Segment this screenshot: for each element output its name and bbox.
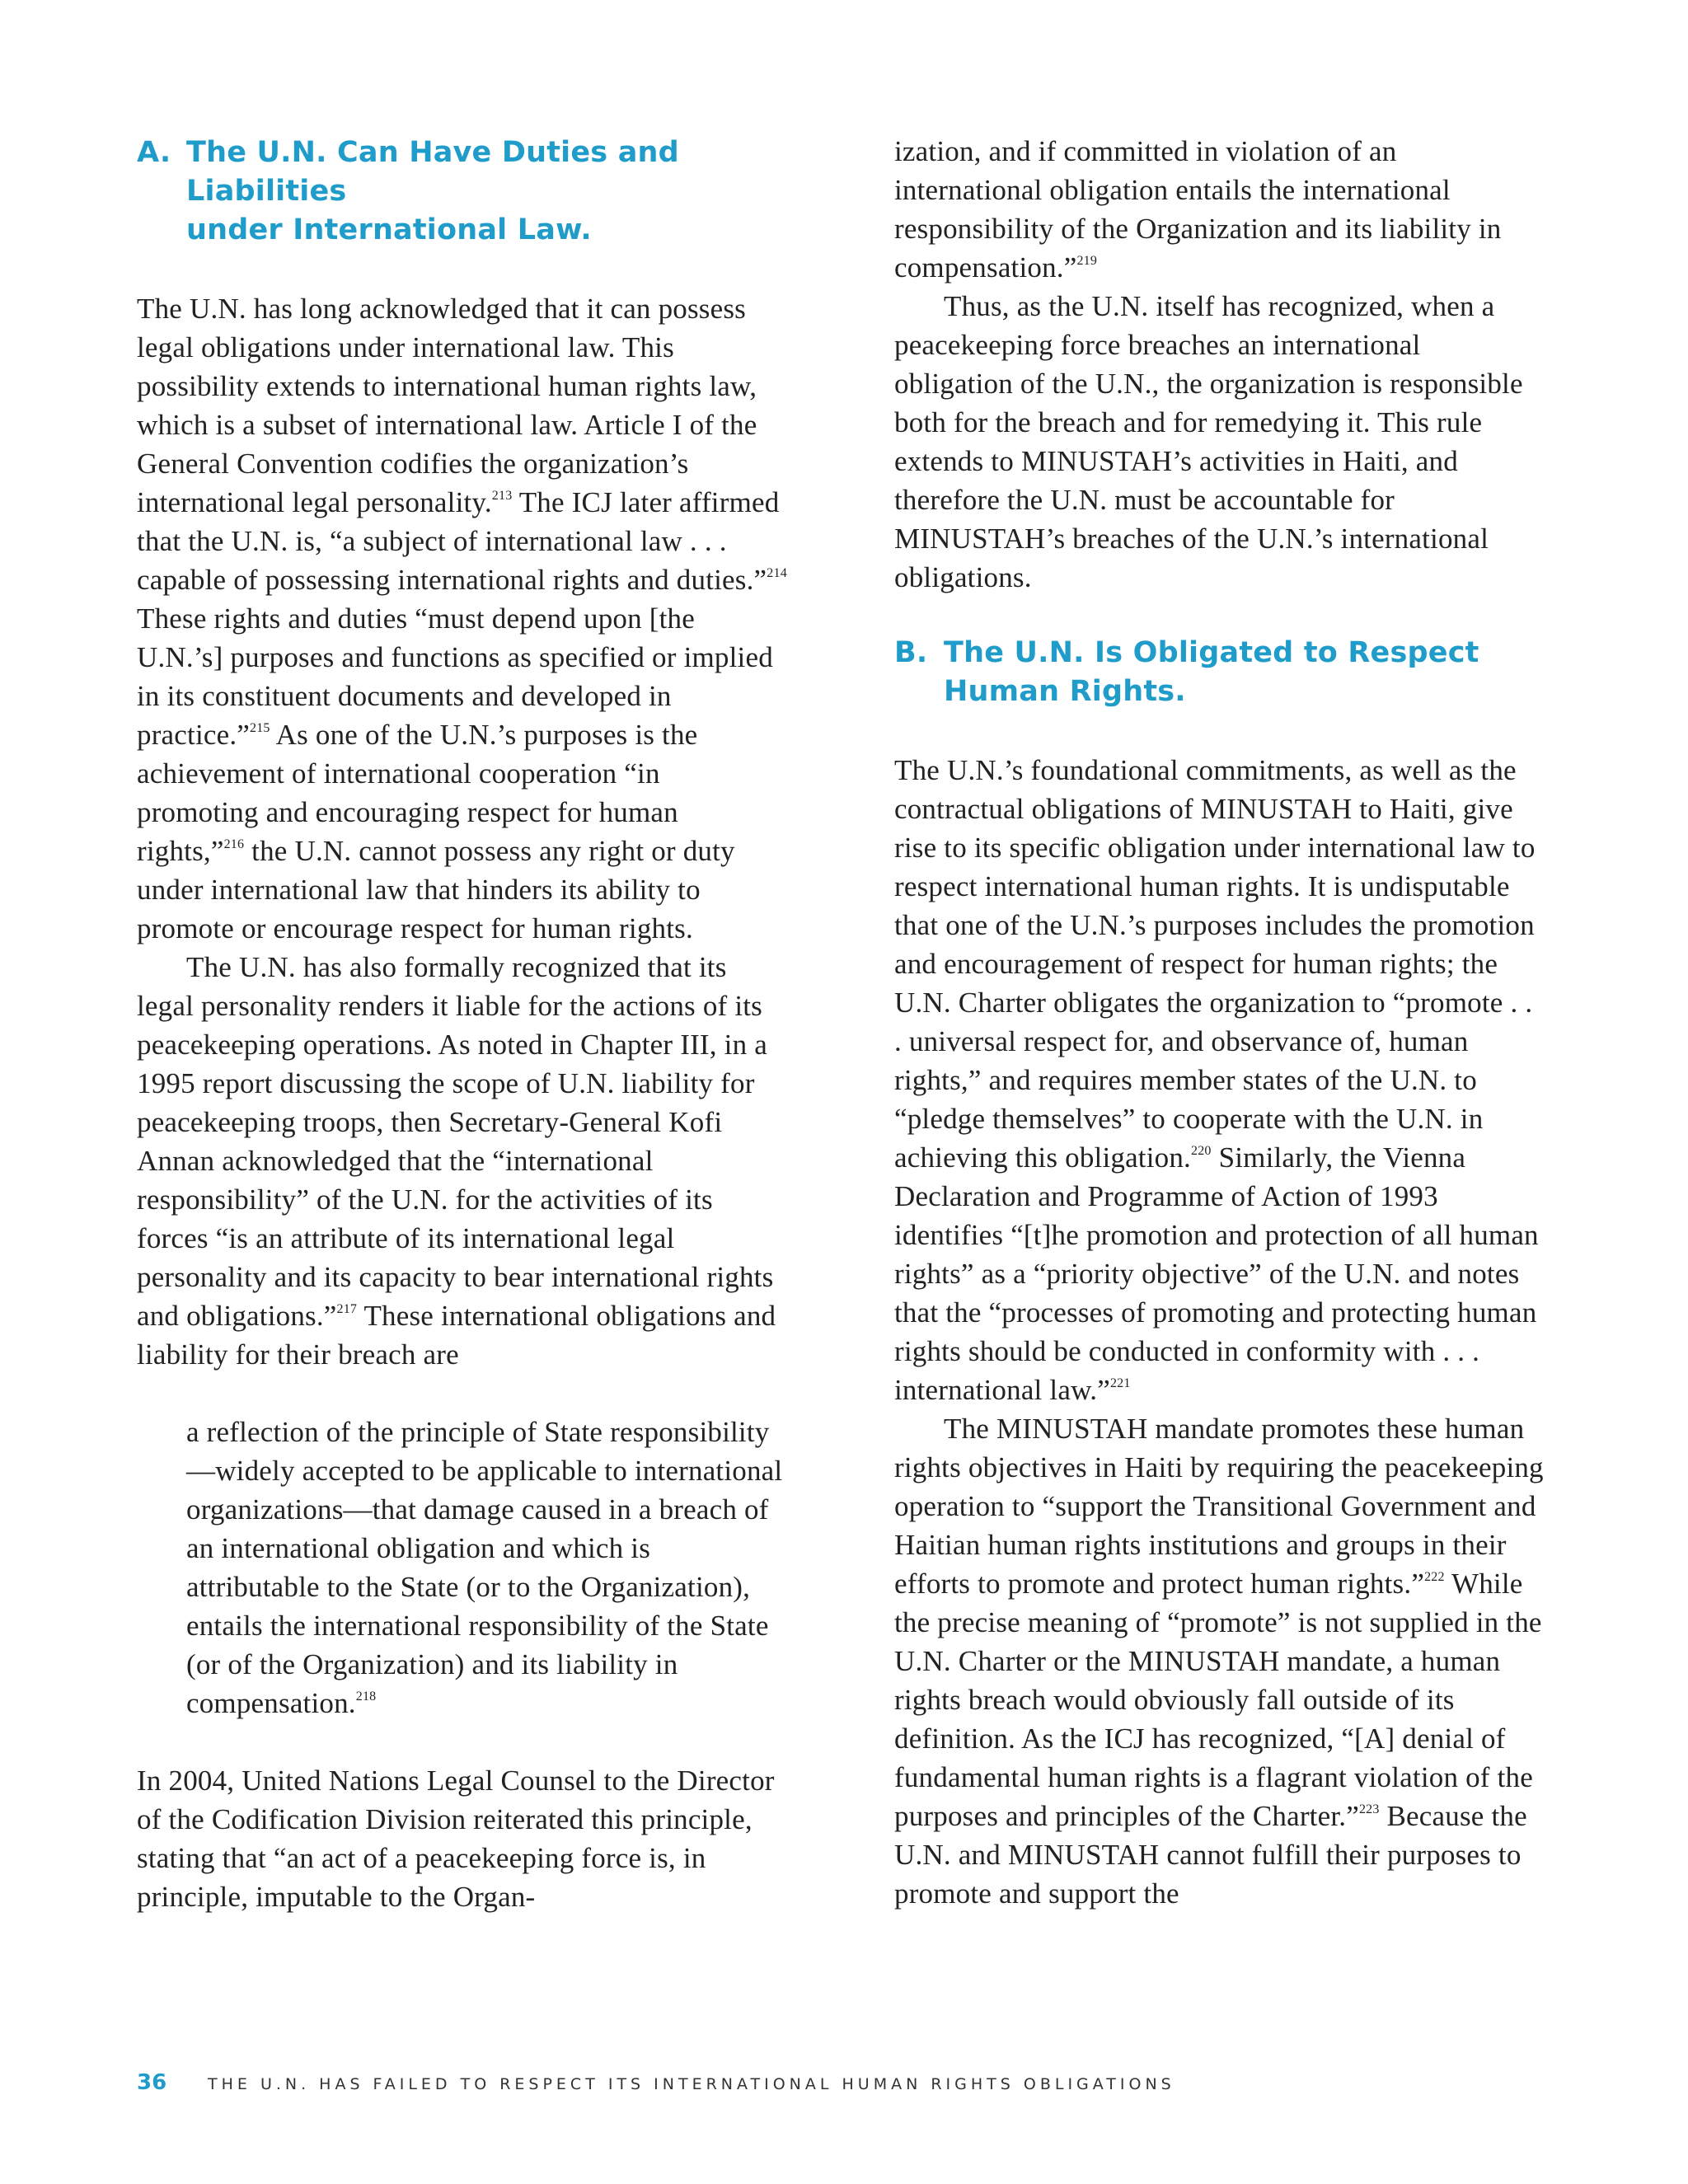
footnote-ref: 221 [1109,1376,1131,1390]
left-column [137,132,788,1916]
right-column [894,132,1545,1913]
right-paragraph-3: The U.N.’s foundational commitments, as well as the contractual obligations of MINUSTAH to Haiti, give rise to its specific obligation under international law to respect international human rights. It is undisputable that one of the U.N.’s purposes includes the promotion and encouragement of respect for human rights; the U.N. Charter obligates the organization to “promote . . . universal respect for, and observance of, human rights,” and requires member states of the U.N. to “pledge themselves” to cooperate with the U.N. in achieving this obligation.$^{220}$ Similarly, the Vienna Declaration and Programme of Action of 1993 identifies “[t]he promotion and protection of all human rights” as a “priority objective” of the U.N. and notes that the “processes of promoting and protecting human rights should be conducted in conformity with . . . international law.”$^{221}$ [894,754,1539,1406]
section-a-heading-line1: The U.N. Can Have Duties and Liabilities [186,136,679,208]
left-paragraph-3: In 2004, United Nations Legal Counsel to the Director of the Codification Division reiterated this principle, stating that “an act of a peacekeeping force is, in principle, imputable to the Organ- [137,1765,775,1913]
footnote-ref: 213 [491,489,513,503]
left-paragraph-2: The U.N. has also formally recognized that its legal personality renders it liable for the actions of its peacekeeping operations. As noted in Chapter III, in a 1995 report discussing the scope of U.N. liability for peacekeeping troops, then Secretary-General Kofi Annan acknowledged that the “international responsibility” of the U.N. for the activities of its forces “is an attribute of its international legal personality and its capacity to bear international rights and obligations.”$^{217}$ These international obligations and liability for their breach are [137,951,776,1371]
right-paragraph-4: The MINUSTAH mandate promotes these human rights objectives in Haiti by requiring the peacekeeping operation to “support the Transitional Government and Haitian human rights institutions and groups in their efforts to promote and protect human rights.”$^{222}$ While the precise meaning of “promote” is not supplied in the U.N. Charter or the MINUSTAH mandate, a human rights breach would obviously fall outside of its definition. As the ICJ has recognized, “[A] denial of fundamental human rights is a flagrant violation of the purposes and principles of the Charter.”$^{223}$ Because the U.N. and MINUSTAH cannot fulfill their purposes to promote and support the [894,1413,1544,1910]
footnote-ref: 218 [355,1690,377,1704]
left-paragraph-1: The U.N. has long acknowledged that it can possess legal obligations under international law. This possibility extends to international human rights law, which is a subset of international law. Article I of the General Convention codifies the organization’s international legal personality.$^{213}$ The ICJ later affirmed that the U.N. is, “a subject of international law . . . capable of possessing international rights and duties.”$^{214}$ These rights and duties “must depend upon [the U.N.’s] purposes and functions as specified or implied in its constituent documents and developed in practice.”$^{215}$ As one of the U.N.’s purposes is the achievement of international cooperation “in promoting and encouraging respect for human rights,”$^{216}$ the U.N. cannot possess any right or duty under international law that hinders its ability to promote or encourage respect for human rights. [137,293,787,944]
section-a-heading [137,134,788,250]
right-paragraph-2: Thus, as the U.N. itself has recognized, when a peacekeeping force breaches an international obligation of the U.N., the organization is responsible both for the breach and for remedying it. This rule extends to MINUSTAH’s activities in Haiti, and therefore the U.N. must be accountable for MINUSTAH’s breaches of the U.N.’s international obligations. [894,290,1523,593]
section-b-letter: B. [894,636,928,669]
footnote-ref: 220 [1191,1144,1212,1158]
section-b-heading [894,634,1545,711]
page-number: 36 [137,2070,167,2095]
section-a-heading-line2: under International Law. [186,213,592,246]
section-a-letter: A. [137,136,171,169]
block-quote: a reflection of the principle of State responsibility—widely accepted to be applicable to international organizations—that damage caused in a breach of an international obligation and which is attributable to the State (or to the Organization), entails the international responsibility of the State (or of the Organization) and its liability in compensation.$^{218}$ [186,1416,783,1719]
footnote-ref: 216 [223,837,245,851]
footnote-ref: 217 [336,1302,358,1316]
section-b-heading-line2: Human Rights. [944,675,1186,708]
footnote-ref: 223 [1358,1802,1380,1816]
footnote-ref: 214 [767,566,787,580]
page-footer [137,2070,1175,2095]
footnote-ref: 215 [250,721,270,735]
running-title: THE U.N. HAS FAILED TO RESPECT ITS INTERNATIONAL HUMAN RIGHTS OBLIGATIONS [208,2075,1175,2093]
footnote-ref: 222 [1424,1570,1445,1584]
footnote-ref: 219 [1076,254,1098,268]
section-b-heading-line1: The U.N. Is Obligated to Respect [944,636,1479,669]
right-paragraph-1: ization, and if committed in violation of an international obligation entails the international responsibility of the Organization and its liability in compensation.”$^{219}$ [894,135,1502,284]
